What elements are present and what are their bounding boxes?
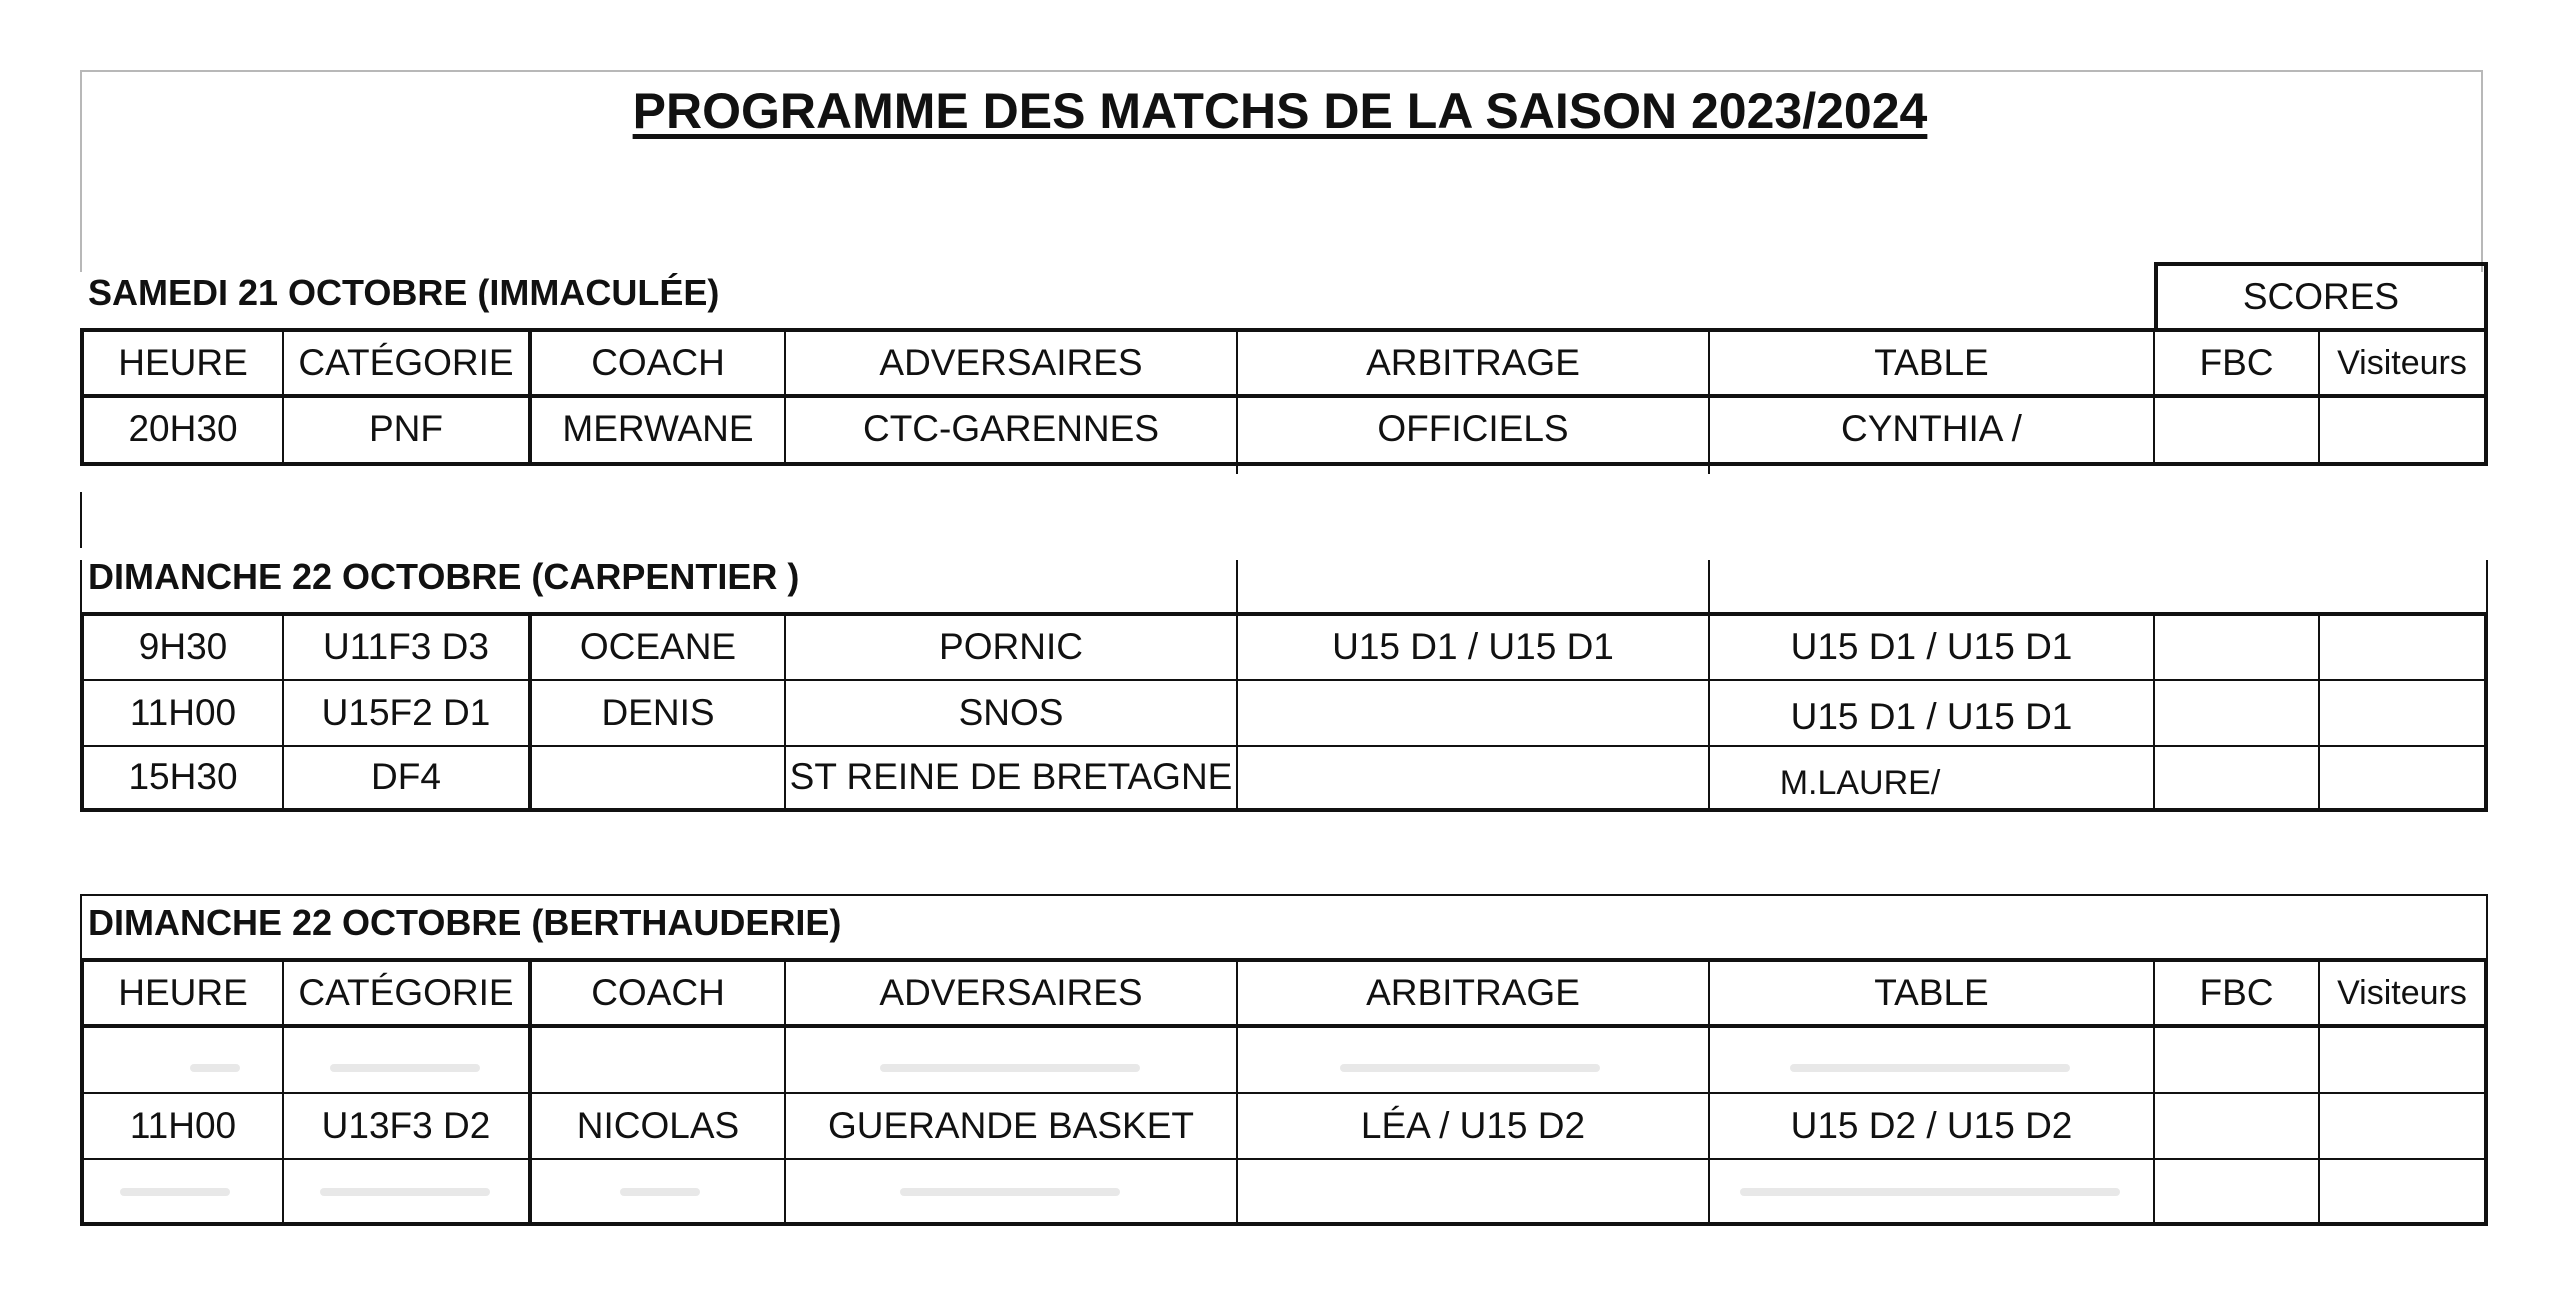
header-arbitrage: ARBITRAGE [1366,342,1580,383]
cell-categorie: U11F3 D3 [323,626,489,667]
cell-heure: 11H00 [129,692,237,733]
cell-arbitrage [1238,680,1708,746]
header-visiteurs: Visiteurs [2337,974,2467,1012]
cell-arbitrage [1238,744,1708,810]
header-categorie: CATÉGORIE [298,342,514,383]
header-fbc: FBC [2199,342,2274,383]
section-border [80,894,82,964]
cell-coach: OCEANE [579,626,737,667]
redacted-text [120,1188,230,1196]
section-border [2486,894,2488,964]
section-border [1708,560,1710,614]
redacted-text [190,1064,240,1072]
cell-categorie: U15F2 D1 [321,692,491,733]
cell-arbitrage: U15 D1 / U15 D1 [1332,626,1614,667]
scores-header: SCORES [2242,276,2400,317]
header-table: TABLE [1874,342,1989,383]
cell-categorie: PNF [369,408,443,449]
redacted-text [880,1064,1140,1072]
header-visiteurs: Visiteurs [2337,344,2467,382]
cell-adversaires: PORNIC [939,626,1083,667]
header-heure: HEURE [118,342,248,383]
cell-coach: MERWANE [562,408,754,449]
header-categorie: CATÉGORIE [298,972,514,1013]
margin-mark [80,492,82,548]
header-coach: COACH [591,972,725,1013]
col-divider [2318,614,2320,810]
page-title: PROGRAMME DES MATCHS DE LA SAISON 2023/2024 [632,83,1928,139]
redacted-text [320,1188,490,1196]
cell-arbitrage: LÉA / U15 D2 [1360,1105,1586,1146]
redacted-text [900,1188,1120,1196]
header-fbc: FBC [2199,972,2274,1013]
section-label-berthauderie: DIMANCHE 22 OCTOBRE (BERTHAUDERIE) [88,902,842,943]
redacted-text [1340,1064,1600,1072]
cell-table: CYNTHIA / [1841,408,2022,449]
cell-heure: 11H00 [129,1105,237,1146]
cell-heure: 15H30 [128,756,238,797]
header-table: TABLE [1874,972,1989,1013]
redacted-text [1790,1064,2070,1072]
cell-table: U15 D2 / U15 D2 [1790,1105,2073,1146]
section-border [2486,560,2488,614]
header-arbitrage: ARBITRAGE [1366,972,1580,1013]
cell-categorie: DF4 [371,756,441,797]
redacted-text [1740,1188,2120,1196]
cell-heure: 9H30 [138,626,228,667]
redacted-text [330,1064,480,1072]
cell-adversaires: GUERANDE BASKET [828,1105,1194,1146]
cell-adversaires: CTC-GARENNES [862,408,1160,449]
cell-table: M.LAURE/ [1779,764,1941,802]
cell-table: U15 D1 / U15 D1 [1790,696,2073,737]
cell-coach: NICOLAS [576,1105,740,1146]
cell-coach [532,744,784,810]
cell-table: U15 D1 / U15 D1 [1790,626,2073,667]
cell-coach: DENIS [601,692,715,733]
section-border [1236,560,1238,614]
cell-adversaires: ST REINE DE BRETAGNE [789,756,1233,797]
header-adversaires: ADVERSAIRES [879,972,1143,1013]
section-label-samedi: SAMEDI 21 OCTOBRE (IMMACULÉE) [88,272,720,313]
section-label-carpentier: DIMANCHE 22 OCTOBRE (CARPENTIER ) [88,556,800,597]
section-top-border [80,894,2488,896]
redacted-text [620,1188,700,1196]
cell-heure: 20H30 [128,408,238,449]
cell-categorie: U13F3 D2 [321,1105,491,1146]
header-heure: HEURE [118,972,248,1013]
cell-arbitrage: OFFICIELS [1377,408,1569,449]
cell-adversaires: SNOS [958,692,1064,733]
section-border [80,560,82,614]
header-coach: COACH [591,342,725,383]
col-divider [2153,614,2155,810]
header-adversaires: ADVERSAIRES [879,342,1143,383]
